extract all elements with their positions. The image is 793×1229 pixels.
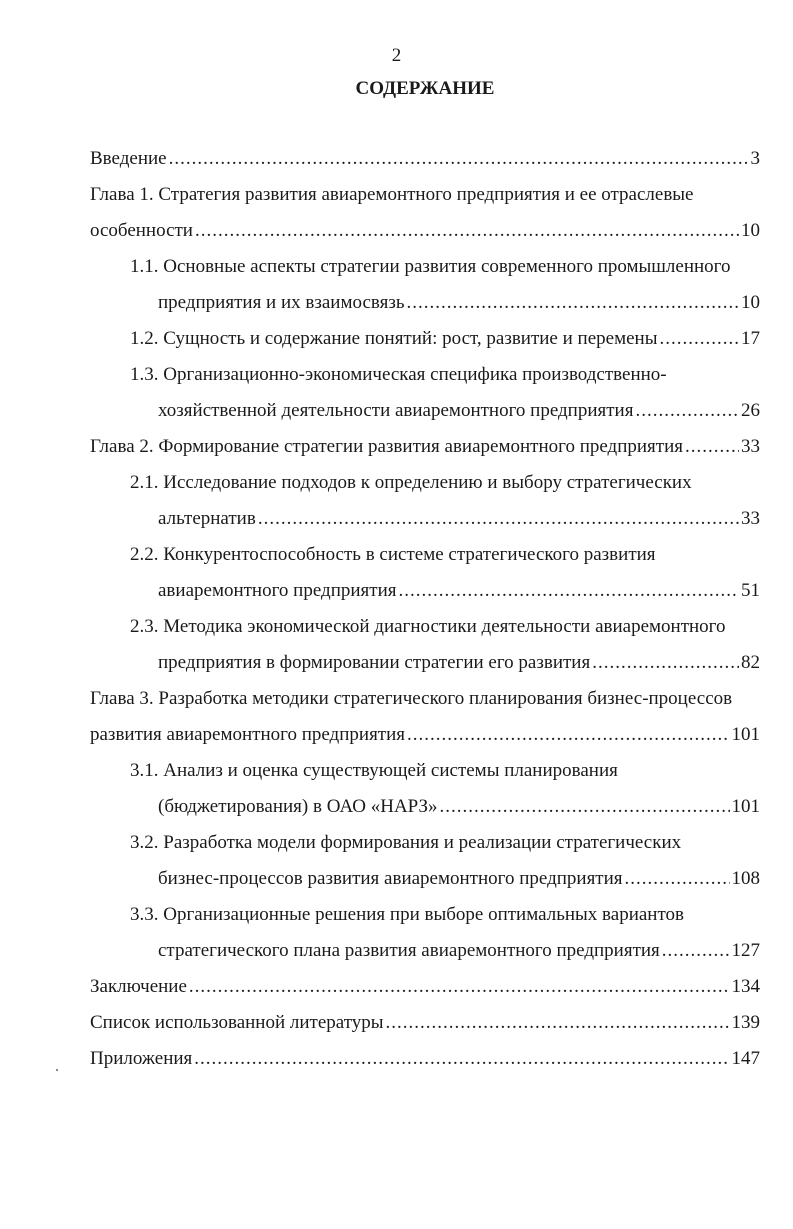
toc-entry-section-2-2[interactable] bbox=[90, 537, 760, 609]
toc-entry-section-3-3[interactable] bbox=[90, 897, 760, 969]
toc-entry-section-2-1[interactable] bbox=[90, 465, 760, 537]
dot-leader bbox=[635, 393, 739, 429]
dot-leader bbox=[662, 933, 730, 969]
toc-page-number: 10 bbox=[741, 292, 760, 313]
toc-entry-chapter-3[interactable] bbox=[90, 681, 760, 753]
toc-entry-title: 1.3. Организационно-экономическая специфика производственно- bbox=[130, 364, 667, 385]
toc-page-number: 147 bbox=[731, 1048, 760, 1069]
toc-page-number: 10 bbox=[741, 220, 760, 241]
table-of-contents bbox=[90, 141, 760, 1077]
toc-entry-section-2-3[interactable] bbox=[90, 609, 760, 681]
toc-entry-title-cont: развития авиаремонтного предприятия bbox=[90, 724, 406, 745]
toc-entry-title-cont: альтернатив bbox=[158, 508, 256, 529]
dot-leader bbox=[592, 645, 739, 681]
dot-leader bbox=[439, 789, 729, 825]
toc-page-number: 33 bbox=[741, 436, 760, 457]
toc-page-number: 127 bbox=[731, 940, 760, 961]
scan-speck bbox=[56, 1069, 58, 1071]
toc-page-number: 51 bbox=[741, 580, 760, 601]
toc-entry-title: Приложения bbox=[90, 1048, 193, 1069]
toc-entry-section-1-2[interactable] bbox=[90, 321, 760, 357]
dot-leader bbox=[625, 861, 730, 897]
dot-leader bbox=[189, 969, 730, 1005]
toc-entry-title: Глава 3. Разработка методики стратегического планирования бизнес-процессов bbox=[90, 688, 733, 709]
dot-leader bbox=[685, 429, 739, 465]
toc-entry-title-cont: авиаремонтного предприятия bbox=[158, 580, 397, 601]
toc-entry-conclusion[interactable] bbox=[90, 969, 760, 1005]
toc-entry-intro[interactable] bbox=[90, 141, 760, 177]
toc-entry-chapter-1[interactable] bbox=[90, 177, 760, 249]
toc-entry-title-cont: хозяйственной деятельности авиаремонтного предприятия bbox=[158, 400, 634, 421]
toc-page-number: 33 bbox=[741, 508, 760, 529]
toc-entry-title: Глава 1. Стратегия развития авиаремонтного предприятия и ее отраслевые bbox=[90, 184, 694, 205]
dot-leader bbox=[258, 501, 739, 537]
toc-title: СОДЕРЖАНИЕ bbox=[355, 78, 495, 99]
toc-entry-title-cont: бизнес-процессов развития авиаремонтного предприятия bbox=[158, 868, 623, 889]
toc-entry-section-1-3[interactable] bbox=[90, 357, 760, 429]
toc-page-number: 3 bbox=[750, 148, 760, 169]
dot-leader bbox=[407, 285, 739, 321]
toc-entry-title: Глава 2. Формирование стратегии развития авиаремонтного предприятия bbox=[90, 436, 683, 457]
dot-leader bbox=[169, 141, 749, 177]
toc-entry-title-cont: предприятия в формировании стратегии его развития bbox=[158, 652, 591, 673]
dot-leader bbox=[407, 717, 729, 753]
toc-page-number: 82 bbox=[741, 652, 760, 673]
toc-entry-title-cont: предприятия и их взаимосвязь bbox=[158, 292, 405, 313]
toc-entry-title: 2.3. Методика экономической диагностики деятельности авиаремонтного bbox=[130, 616, 726, 637]
toc-entry-title-cont: стратегического плана развития авиаремонтного предприятия bbox=[158, 940, 660, 961]
toc-page-number: 26 bbox=[741, 400, 760, 421]
toc-entry-literature[interactable] bbox=[90, 1005, 760, 1041]
dot-leader bbox=[194, 1041, 729, 1077]
toc-entry-title: 1.1. Основные аспекты стратегии развития современного промышленного bbox=[130, 256, 731, 277]
dot-leader bbox=[659, 321, 739, 357]
toc-page-number: 139 bbox=[731, 1012, 760, 1033]
toc-page-number: 101 bbox=[731, 724, 760, 745]
toc-page-number: 101 bbox=[731, 796, 760, 817]
toc-entry-title: Заключение bbox=[90, 976, 187, 997]
toc-entry-title: 2.2. Конкурентоспособность в системе стратегического развития bbox=[130, 544, 656, 565]
toc-entry-section-3-1[interactable] bbox=[90, 753, 760, 825]
toc-entry-title: 1.2. Сущность и содержание понятий: рост, развитие и перемены bbox=[130, 328, 658, 349]
toc-entry-title: 3.1. Анализ и оценка существующей системы планирования bbox=[130, 760, 618, 781]
toc-entry-title-cont: особенности bbox=[90, 220, 193, 241]
toc-entry-title: 2.1. Исследование подходов к определению и выбору стратегических bbox=[130, 472, 692, 493]
toc-entry-appendix[interactable] bbox=[90, 1041, 760, 1077]
dot-leader bbox=[398, 573, 739, 609]
toc-entry-chapter-2[interactable] bbox=[90, 429, 760, 465]
toc-page-number: 17 bbox=[741, 328, 760, 349]
page-number: 2 bbox=[391, 45, 402, 66]
toc-entry-title: Список использованной литературы bbox=[90, 1012, 384, 1033]
toc-entry-title: Введение bbox=[90, 148, 167, 169]
toc-entry-section-1-1[interactable] bbox=[90, 249, 760, 321]
dot-leader bbox=[195, 213, 739, 249]
toc-entry-title-cont: (бюджетирования) в ОАО «НАРЗ» bbox=[158, 796, 438, 817]
toc-page-number: 134 bbox=[731, 976, 760, 997]
toc-page-number: 108 bbox=[731, 868, 760, 889]
toc-entry-title: 3.3. Организационные решения при выборе оптимальных вариантов bbox=[130, 904, 684, 925]
toc-entry-title: 3.2. Разработка модели формирования и реализации стратегических bbox=[130, 832, 682, 853]
toc-entry-section-3-2[interactable] bbox=[90, 825, 760, 897]
dot-leader bbox=[386, 1005, 730, 1041]
